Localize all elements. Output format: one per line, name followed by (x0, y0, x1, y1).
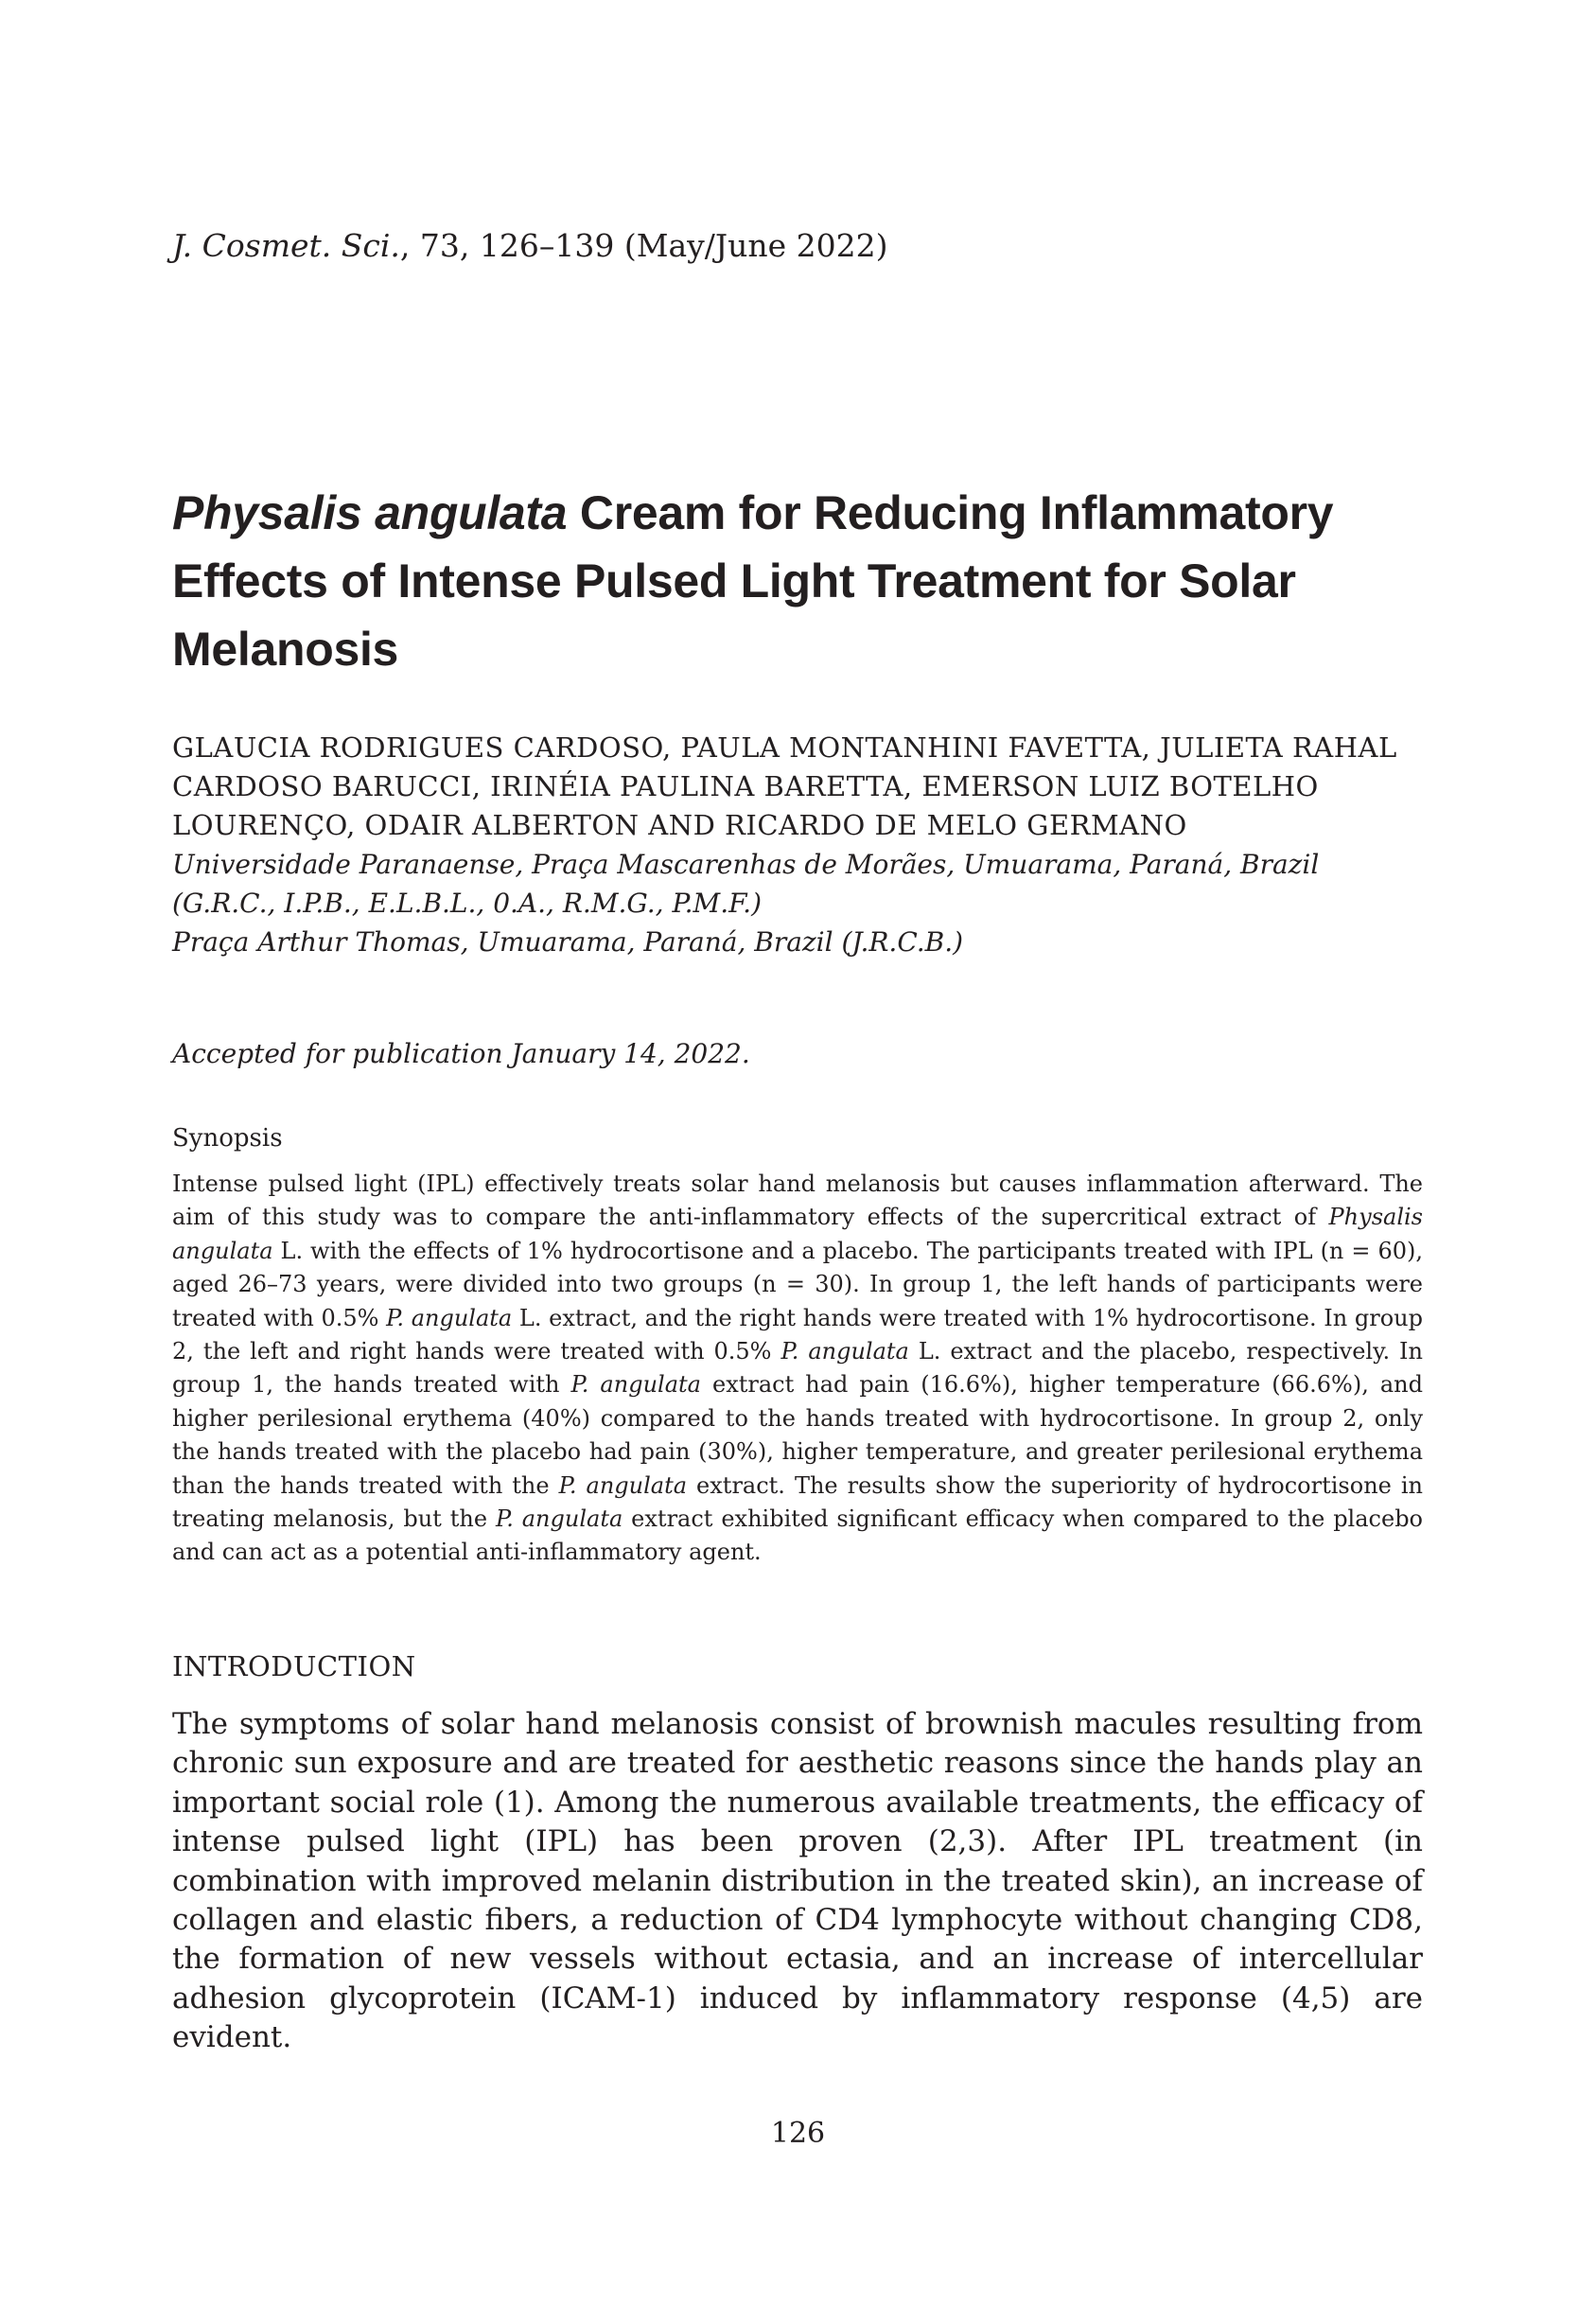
synopsis-heading: Synopsis (172, 1124, 283, 1153)
synopsis-segment: L. extract and the placebo, respectively. In group 1, the hands treated with (172, 1338, 1423, 1399)
title-rest: Cream for Reducing Inflammatory Effects of Intense Pulsed Light Treatment for Solar Melanosis (172, 486, 1334, 676)
article-title (172, 479, 1402, 683)
synopsis-segment: L. extract, and the right hands were treated with 1% hydrocortisone. In group 2, the left and right hands were treated with 0.5% (172, 1304, 1423, 1365)
journal-name: J. Cosmet. Sci. (172, 227, 400, 264)
journal-citation (172, 227, 888, 265)
affiliation-line: Universidade Paranaense, Praça Mascarenhas de Morães, Umuarama, Paraná, Brazil (172, 849, 1320, 880)
introduction-heading: INTRODUCTION (172, 1650, 416, 1682)
introduction-paragraph: The symptoms of solar hand melanosis consist of brownish macules resulting from chronic sun exposure and are treated for aesthetic reasons since the hands play an important social role (1). Among the numerous available treatments, the efficacy of intense pulsed light (IPL) has been proven (2,3). After IPL treatment (in combination with improved melanin distribution in the treated skin), an increase of collagen and elastic fibers, a reduction of CD4 lymphocyte without changing CD8, the formation of new vessels without ectasia, and an increase of intercellular adhesion glycoprotein (ICAM-1) induced by inflammatory response (4,5) are evident. (172, 1707, 1423, 2055)
affiliations (172, 845, 1421, 961)
affiliation-line: Praça Arthur Thomas, Umuarama, Paraná, Brazil (J.R.C.B.) (172, 926, 964, 958)
page-number: 126 (770, 2117, 826, 2150)
synopsis-scientific-name: P. angulata (495, 1505, 623, 1533)
affiliation-line: (G.R.C., I.P.B., E.L.B.L., 0.A., R.M.G., P.M.F.) (172, 888, 762, 919)
synopsis-scientific-name: P. angulata (386, 1304, 513, 1331)
synopsis-text (172, 1168, 1423, 1570)
author-list: GLAUCIA RODRIGUES CARDOSO, PAULA MONTANHINI FAVETTA, JULIETA RAHAL CARDOSO BARUCCI, IRINÉIA PAULINA BARETTA, EMERSON LUIZ BOTELHO LOURENÇO, ODAIR ALBERTON AND RICARDO DE MELO GERMANO (172, 731, 1397, 841)
synopsis-scientific-name: Physalis angulata (172, 1204, 1423, 1264)
synopsis-segment: extract had pain (16.6%), higher temperature (66.6%), and higher perilesional erythema (40%) compared to the hands treated with hydrocortisone. In group 2, only the hands treated with the placebo had pain (30%), higher temperature, and greater perilesional erythema than the hands treated with the (172, 1371, 1423, 1499)
synopsis-scientific-name: P. angulata (780, 1338, 909, 1365)
synopsis-segment: Intense pulsed light (IPL) effectively treats solar hand melanosis but causes inflammation afterward. The aim of this study was to compare the anti-inflammatory effects of the supercritical extract of (172, 1171, 1423, 1231)
synopsis-segment: extract. The results show the superiority of hydrocortisone in treating melanosis, but the (172, 1471, 1423, 1533)
accepted-date: Accepted for publication January 14, 2022. (172, 1038, 750, 1069)
citation-details: , 73, 126–139 (May/June 2022) (399, 227, 888, 264)
synopsis-scientific-name: P. angulata (558, 1471, 688, 1499)
synopsis-segment: extract exhibited significant efficacy when compared to the placebo and can act as a potential anti-inflammatory agent. (172, 1505, 1424, 1566)
title-scientific-name: Physalis angulata (172, 486, 568, 539)
synopsis-scientific-name: P. angulata (570, 1371, 701, 1399)
synopsis-segment: L. with the effects of 1% hydrocortisone and a placebo. The participants treated with IPL (n = 60), aged 26–73 years, were divided into two groups (n = 30). In group 1, the left hands of participants were treated with 0.5% (172, 1237, 1423, 1331)
